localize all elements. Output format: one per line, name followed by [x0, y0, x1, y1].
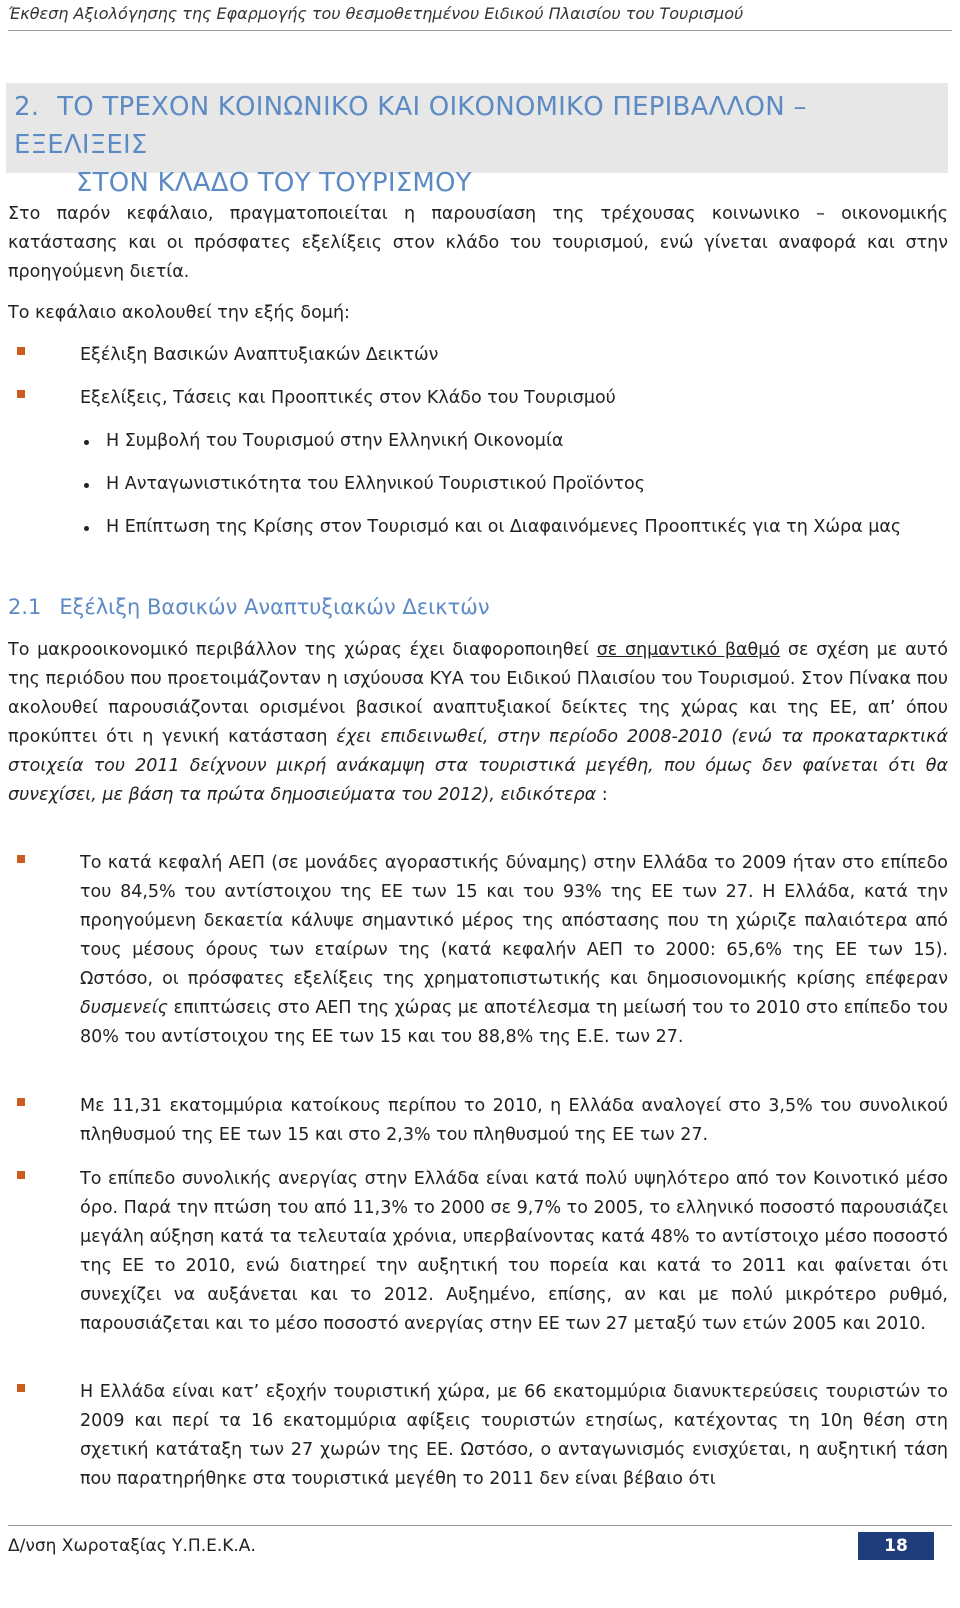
footer-rule	[8, 1525, 952, 1526]
structure-item: Εξέλιξη Βασικών Αναπτυξιακών Δεικτών	[80, 345, 439, 365]
structure-subitem: Η Επίπτωση της Κρίσης στον Τουρισμό και οι Διαφαινόμενες Προοπτικές για τη Χώρα μας	[106, 517, 902, 537]
chapter-number: 2.	[14, 92, 40, 122]
chapter-title-line1: ΤΟ ΤΡΕΧΟΝ ΚΟΙΝΩΝΙΚΟ ΚΑΙ ΟΙΚΟΝΟΜΙΚΟ ΠΕΡΙΒΑΛΛΟΝ – ΕΞΕΛΙΞΕΙΣ	[14, 92, 807, 160]
square-bullet-icon	[17, 390, 25, 398]
round-bullet-icon	[84, 526, 89, 531]
chapter-heading-box	[6, 83, 948, 198]
section-title: Εξέλιξη Βασικών Αναπτυξιακών Δεικτών	[59, 595, 490, 619]
structure-intro: Το κεφάλαιο ακολουθεί την εξής δομή:	[8, 303, 350, 323]
square-bullet-icon	[17, 347, 25, 355]
section-paragraph-text: :	[596, 785, 608, 805]
chapter-title-line2: ΣΤΟΝ ΚΛΑΔΟ ΤΟΥ ΤΟΥΡΙΣΜΟΥ	[76, 168, 472, 198]
structure-item: Εξελίξεις, Τάσεις και Προοπτικές στον Κλάδο του Τουρισμού	[80, 388, 616, 408]
section-number: 2.1	[8, 595, 42, 619]
italic-phrase: δυσμενείς	[80, 998, 168, 1018]
round-bullet-icon	[84, 483, 89, 488]
square-bullet-icon	[17, 1171, 25, 1179]
bullet-paragraph-gdp	[80, 849, 948, 1052]
round-bullet-icon	[84, 440, 89, 445]
page-number: 18	[858, 1532, 934, 1560]
footer-organization: Δ/νση Χωροταξίας Υ.Π.Ε.Κ.Α.	[8, 1536, 256, 1556]
bullet-paragraph-unemployment: Το επίπεδο συνολικής ανεργίας στην Ελλάδα είναι κατά πολύ υψηλότερο από τον Κοινοτικό μέσο όρο. Παρά την πτώση του από 11,3% το 2000 σε 9,7% το 2005, το ελληνικό ποσοστό παρουσιάζει μεγάλη αύξηση κατά τα τελευταία χρόνια, υπερβαίνοντας κατά 48% το αντίστοιχο μέσο ποσοστό της ΕΕ το 2010, ενώ διατηρεί την αυξητική του πορεία και κατά το 2011 και φαίνεται ότι συνεχίζει να αυξάνεται και το 2012. Αυξημένο, επίσης, αν και με πολύ μικρότερο ρυθμό, παρουσιάζεται και το μέσο ποσοστό ανεργίας στην ΕΕ των 27 μεταξύ των ετών 2005 και 2010.	[80, 1169, 948, 1334]
underlined-phrase: σε σημαντικό βαθμό	[596, 640, 781, 660]
section-paragraph	[8, 636, 948, 810]
structure-subitem: Η Συμβολή του Τουρισμού στην Ελληνική Οικονομία	[106, 431, 564, 451]
section-paragraph-text: σε σχέση με αυτό της περιόδου που προετοιμάζονταν η ισχύουσα ΚΥΑ του Ειδικού Πλαισίου του Τουρισμού. Στον Πίνακα που ακολουθεί παρουσιάζονται ορισμένοι βασικοί αναπτυξιακοί δείκτες της χώρας και της ΕΕ, απ’ όπου προκύπτει ότι η γενική κατάσταση	[8, 640, 948, 747]
running-header: Έκθεση Αξιολόγησης της Εφαρμογής του θεσμοθετημένου Ειδικού Πλαισίου του Τουρισμού	[8, 4, 744, 23]
bullet-text: επιπτώσεις στο ΑΕΠ της χώρας με αποτέλεσμα τη μείωσή του το 2010 στο επίπεδο του 80% του αντίστοιχου της ΕΕ των 15 και του 88,8% της Ε.Ε. των 27.	[80, 998, 948, 1047]
section-paragraph-text: Το μακροοικονομικό περιβάλλον της χώρας έχει διαφοροποιηθεί	[8, 640, 597, 660]
bullet-text: Το κατά κεφαλή ΑΕΠ (σε μονάδες αγοραστικής δύναμης) στην Ελλάδα το 2009 ήταν στο επίπεδο του 84,5% του αντίστοιχου της ΕΕ των 15 και του 93% της ΕΕ των 27. Η Ελλάδα, κατά την προηγούμενη δεκαετία κάλυψε σημαντικό μέρος της απόστασης που τη χώριζε παλαιότερα από τους μέσους όρους των εταίρων της (κατά κεφαλήν ΑΕΠ το 2000: 65,6% της ΕΕ των 15). Ωστόσο, οι πρόσφατες εξελίξεις της χρηματοπιστωτικής και δημοσιονομικής κρίσης επέφεραν	[80, 853, 948, 989]
bullet-paragraph-tourism: Η Ελλάδα είναι κατ’ εξοχήν τουριστική χώρα, με 66 εκατομμύρια διανυκτερεύσεις τουριστών το 2009 και περί τα 16 εκατομμύρια αφίξεις τουριστών ετησίως, κατέχοντας τη 10η θέση στη σχετική κατάταξη των 27 χωρών της ΕΕ. Ωστόσο, ο ανταγωνισμός ενισχύεται, η αυξητική τάση που παρατηρήθηκε στα τουριστικά μεγέθη το 2011 δεν είναι βέβαιο ότι	[80, 1382, 948, 1489]
structure-subitem: Η Ανταγωνιστικότητα του Ελληνικού Τουριστικού Προϊόντος	[106, 474, 645, 494]
square-bullet-icon	[17, 855, 25, 863]
intro-paragraph: Στο παρόν κεφάλαιο, πραγματοποιείται η παρουσίαση της τρέχουσας κοινωνικο – οικονομικής κατάστασης και οι πρόσφατες εξελίξεις στον κλάδο του τουρισμού, ενώ γίνεται αναφορά και στην προηγούμενη διετία.	[8, 204, 948, 282]
chapter-title	[14, 88, 944, 202]
section-heading	[8, 595, 490, 619]
italic-phrase: έχει επιδεινωθεί, στην περίοδο 2008-2010 (ενώ τα προκαταρκτικά στοιχεία του 2011 δείχνουν μικρή ανάκαμψη στα τουριστικά μεγέθη, που όμως δεν φαίνεται ότι θα συνεχίσει, με βάση τα πρώτα δημοσιεύματα του 2012), ειδικότερα	[8, 727, 948, 805]
square-bullet-icon	[17, 1384, 25, 1392]
bullet-paragraph-population: Με 11,31 εκατομμύρια κατοίκους περίπου το 2010, η Ελλάδα αναλογεί στο 3,5% του συνολικού πληθυσμού της ΕΕ των 15 και στο 2,3% του πληθυσμού της ΕΕ των 27.	[80, 1096, 948, 1145]
square-bullet-icon	[17, 1098, 25, 1106]
